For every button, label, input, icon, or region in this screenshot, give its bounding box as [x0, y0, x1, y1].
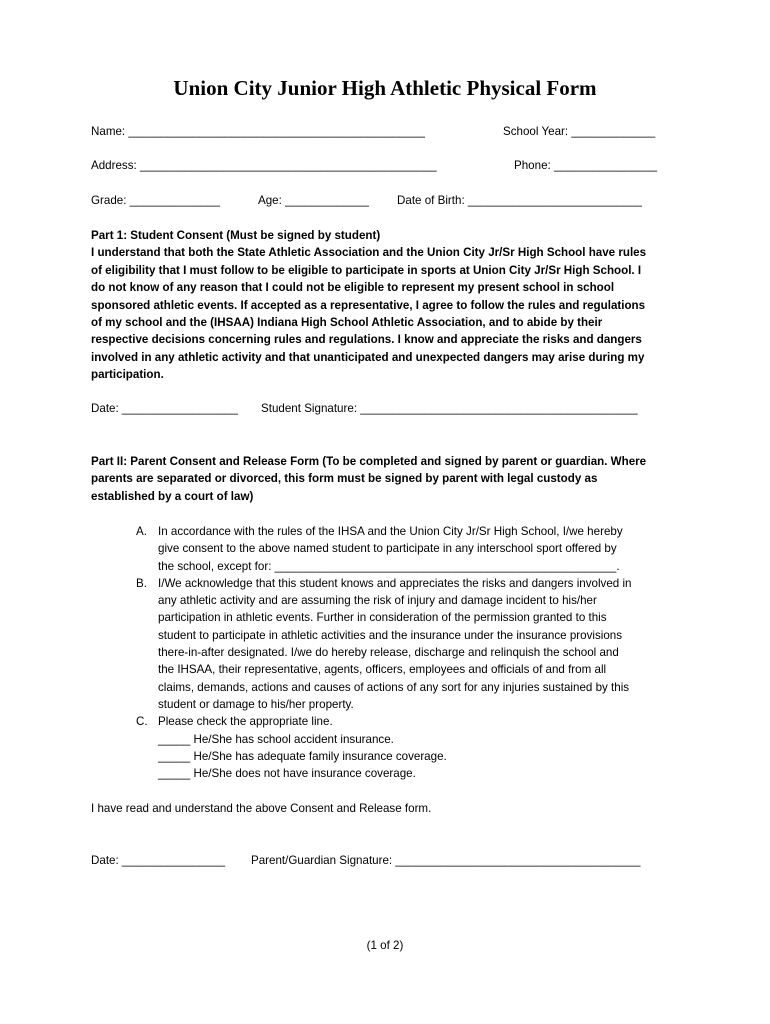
part2-heading: [91, 453, 691, 505]
read-statement: I have read and understand the above Consent and Release form.: [91, 802, 432, 815]
part1-line: respective decisions concerning rules and regulations. I know and appreciate the risks and dangers: [91, 333, 642, 347]
list-item: [136, 523, 696, 575]
list-item: [136, 575, 696, 713]
item-line: In accordance with the rules of the IHSA and the Union City Jr/Sr High School, I/we hereby: [158, 525, 623, 538]
part1-section: [91, 227, 691, 384]
student-date-field[interactable]: Date: __________________: [91, 402, 238, 415]
part1-heading: Part 1: Student Consent (Must be signed by student): [91, 229, 381, 242]
item-line: student or damage to his/her property.: [158, 697, 354, 711]
page-number: (1 of 2): [366, 939, 404, 952]
part1-line: of eligibility that I must follow to be eligible to participate in sports at Union City Jr/Sr High School. I: [91, 263, 642, 277]
part2-heading-line: established by a court of law): [91, 489, 254, 503]
part1-line: participation.: [91, 368, 164, 382]
parent-signature-field[interactable]: Parent/Guardian Signature: ______________________________________: [251, 854, 641, 867]
item-line: participation in athletic events. Further in consideration of the permission granted to this: [158, 611, 607, 625]
insurance-check-none[interactable]: _____ He/She does not have insurance coverage.: [158, 767, 416, 781]
item-line: any athletic activity and are assuming the risk of injury and damage incident to his/her: [158, 594, 597, 608]
item-letter: C.: [136, 715, 148, 729]
item-line: the IHSAA, their representative, agents, officers, employees and officials of and from all: [158, 663, 607, 677]
part1-line: I understand that both the State Athletic Association and the Union City Jr/Sr High School have rules: [91, 246, 647, 260]
part2-heading-line: Part II: Parent Consent and Release Form (To be completed and signed by parent or guardian. Where: [91, 455, 647, 468]
part1-line: of my school and the (IHSAA) Indiana High School Athletic Association, and to abide by their: [91, 316, 603, 330]
list-item: [136, 713, 696, 782]
name-field[interactable]: Name: ______________________________________________: [91, 125, 425, 138]
item-line: I/We acknowledge that this student knows and appreciates the risks and dangers involved in: [158, 576, 632, 590]
grade-field[interactable]: Grade: ______________: [91, 194, 220, 207]
part1-line: sponsored athletic events. If accepted as a representative, I agree to follow the rules and regulations: [91, 298, 646, 312]
form-title: Union City Junior High Athletic Physical Form: [173, 76, 597, 100]
part1-line: do not know of any reason that I could not be eligible to represent my present school in school: [91, 281, 615, 295]
part1-line: involved in any athletic activity and that unanticipated and unexpected dangers may arise during my: [91, 350, 645, 364]
item-letter: A.: [136, 525, 147, 538]
item-line: Please check the appropriate line.: [158, 715, 333, 729]
except-for-field[interactable]: the school, except for: _____________________________________________________.: [158, 559, 620, 573]
item-line: give consent to the above named student to participate in any interschool sport offered by: [158, 542, 617, 556]
date-of-birth-field[interactable]: Date of Birth: ___________________________: [397, 194, 642, 207]
address-field[interactable]: Address: ______________________________________________: [91, 159, 437, 172]
school-year-field[interactable]: School Year: _____________: [503, 125, 656, 138]
student-signature-field[interactable]: Student Signature: ___________________________________________: [261, 402, 638, 415]
insurance-check-family[interactable]: _____ He/She has adequate family insurance coverage.: [158, 749, 447, 763]
phone-field[interactable]: Phone: ________________: [514, 159, 658, 172]
item-line: student to participate in athletic activities and the insurance under the insurance provisions: [158, 628, 623, 642]
item-line: claims, demands, actions and causes of actions of any sort for any injuries sustained by this: [158, 680, 630, 694]
item-line: there-in-after designated. I/we do hereby release, discharge and relinquish the school and: [158, 646, 619, 660]
insurance-check-school[interactable]: _____ He/She has school accident insurance.: [158, 732, 394, 746]
parent-date-field[interactable]: Date: ________________: [91, 854, 226, 867]
item-letter: B.: [136, 576, 147, 590]
consent-list: [136, 523, 696, 782]
part2-heading-line: parents are separated or divorced, this form must be signed by parent with legal custody as: [91, 472, 598, 486]
age-field[interactable]: Age: _____________: [258, 194, 369, 207]
